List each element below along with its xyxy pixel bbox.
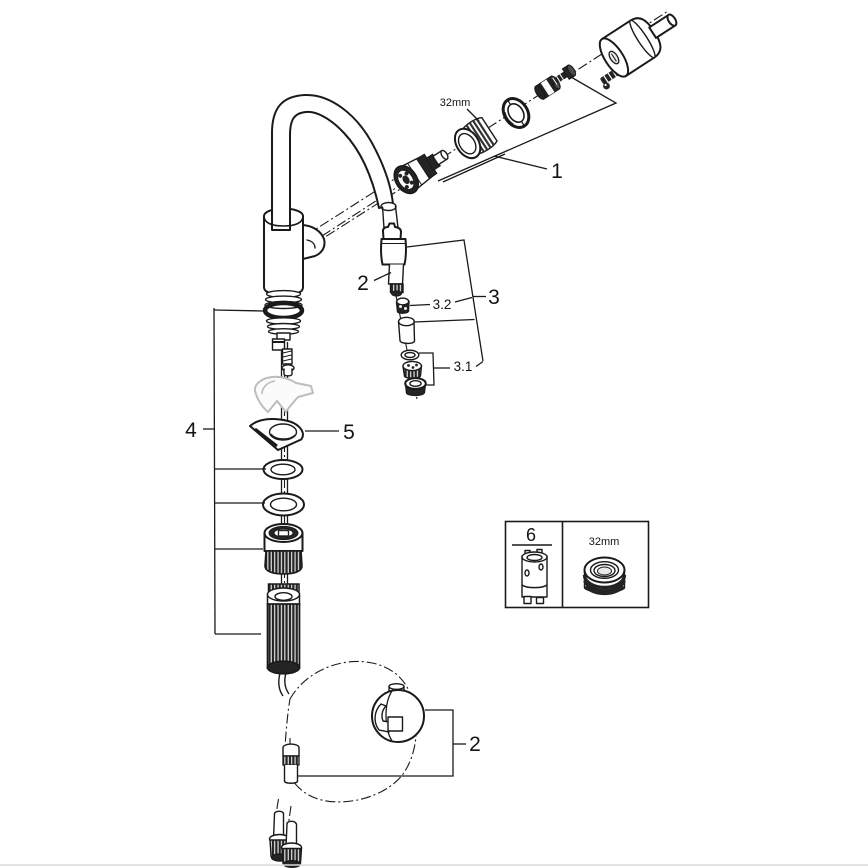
label-32mm-cartridge: 32mm	[439, 97, 471, 109]
supply-hoses	[270, 811, 302, 867]
aerator-washer	[401, 350, 419, 360]
base-bellows	[265, 291, 302, 340]
aerator-sleeve	[399, 317, 415, 343]
handle-assembly	[594, 0, 686, 81]
hose-weight	[372, 684, 424, 742]
hose-connector	[283, 744, 299, 783]
screw-ball-cap	[603, 83, 610, 90]
aerator-insert	[403, 361, 422, 378]
cartridge-boss	[303, 225, 325, 259]
check-valve-3-2	[397, 298, 410, 313]
retaining-nut-32mm	[450, 116, 499, 163]
base-washer-2	[263, 494, 304, 516]
mounting-bracket-triangle	[250, 419, 303, 450]
label-part-5: 5	[343, 421, 355, 444]
label-part-3-1: 3.1	[453, 359, 473, 374]
label-32mm-box: 32mm	[588, 536, 620, 548]
threaded-shank	[273, 339, 295, 376]
ghost-wrench-hint	[255, 377, 313, 412]
label-part-3: 3	[488, 286, 500, 309]
spout-arc	[264, 95, 393, 230]
spray-head-upper	[381, 203, 406, 297]
label-part-2-hose-weight: 2	[469, 733, 481, 756]
aerator-housing	[405, 378, 426, 395]
trim-ring	[498, 94, 534, 133]
label-part-2-spray-head: 2	[357, 272, 369, 295]
mounting-nut	[265, 524, 303, 574]
label-part-6: 6	[525, 525, 537, 545]
label-part-3-2: 3.2	[432, 297, 452, 312]
cartridge-tool	[522, 550, 547, 604]
base-o-ring	[265, 303, 302, 318]
base-washer-1	[264, 460, 303, 479]
label-part-1: 1	[551, 160, 563, 183]
nut-32mm-in-box	[585, 558, 625, 594]
hose-outlet	[279, 673, 289, 696]
label-part-4: 4	[185, 419, 197, 442]
mounting-sleeve-cylinder	[268, 584, 300, 674]
